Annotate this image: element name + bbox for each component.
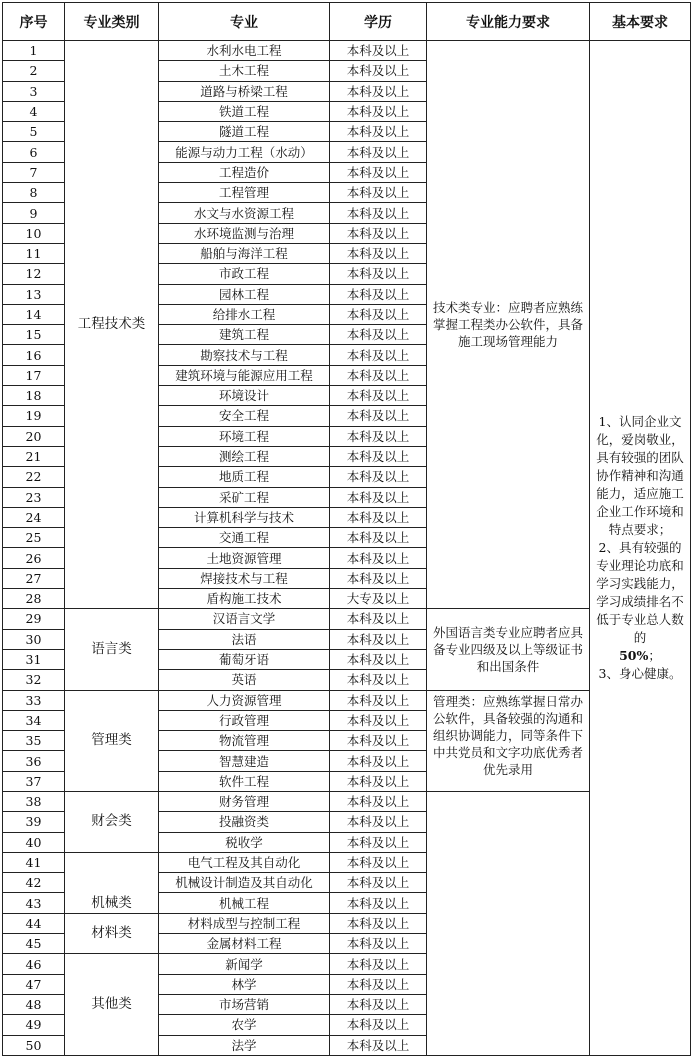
major-cell: 材料成型与控制工程 — [159, 913, 330, 933]
education-cell: 本科及以上 — [330, 304, 427, 324]
education-cell: 本科及以上 — [330, 426, 427, 446]
education-cell: 本科及以上 — [330, 731, 427, 751]
major-cell: 勘察技术与工程 — [159, 345, 330, 365]
education-cell: 本科及以上 — [330, 994, 427, 1014]
category-cell-mat: 材料类 — [65, 913, 159, 954]
major-cell: 土木工程 — [159, 61, 330, 81]
major-cell: 测绘工程 — [159, 446, 330, 466]
major-cell: 行政管理 — [159, 710, 330, 730]
education-cell: 本科及以上 — [330, 1015, 427, 1035]
basic-requirements-cell — [590, 41, 691, 1056]
ability-cell-mgmt: 管理类：应熟练掌握日常办公软件，具备较强的沟通和组织协调能力，同等条件下中共党员和文字功底优秀者优先录用 — [427, 690, 590, 791]
row-number: 19 — [3, 406, 65, 426]
education-cell: 本科及以上 — [330, 690, 427, 710]
major-cell: 水利水电工程 — [159, 41, 330, 61]
education-cell: 本科及以上 — [330, 142, 427, 162]
row-number: 2 — [3, 61, 65, 81]
table-row — [3, 609, 691, 629]
education-cell: 本科及以上 — [330, 873, 427, 893]
major-cell: 工程造价 — [159, 162, 330, 182]
education-cell: 本科及以上 — [330, 812, 427, 832]
row-number: 45 — [3, 934, 65, 954]
row-number: 48 — [3, 994, 65, 1014]
table-body — [3, 41, 691, 1056]
education-cell: 本科及以上 — [330, 284, 427, 304]
major-cell: 环境设计 — [159, 386, 330, 406]
education-cell: 本科及以上 — [330, 61, 427, 81]
row-number: 35 — [3, 731, 65, 751]
ability-cell-lang: 外国语言类专业应聘者应具备专业四级及以上等级证书和出国条件 — [427, 609, 590, 690]
major-cell: 盾构施工技术 — [159, 589, 330, 609]
header-ability: 专业能力要求 — [427, 3, 590, 41]
education-cell: 本科及以上 — [330, 548, 427, 568]
education-cell: 本科及以上 — [330, 264, 427, 284]
major-cell: 物流管理 — [159, 731, 330, 751]
row-number: 20 — [3, 426, 65, 446]
basic-req-2-percent: 50% — [619, 647, 649, 663]
education-cell: 本科及以上 — [330, 974, 427, 994]
education-cell: 本科及以上 — [330, 183, 427, 203]
education-cell: 本科及以上 — [330, 913, 427, 933]
education-cell: 本科及以上 — [330, 710, 427, 730]
row-number: 8 — [3, 183, 65, 203]
major-cell: 铁道工程 — [159, 101, 330, 121]
header-basic: 基本要求 — [590, 3, 691, 41]
row-number: 27 — [3, 568, 65, 588]
row-number: 34 — [3, 710, 65, 730]
recruitment-requirements-table — [2, 2, 691, 1056]
education-cell: 本科及以上 — [330, 365, 427, 385]
major-cell: 新闻学 — [159, 954, 330, 974]
row-number: 40 — [3, 832, 65, 852]
table-row — [3, 41, 691, 61]
major-cell: 电气工程及其自动化 — [159, 852, 330, 872]
row-number: 42 — [3, 873, 65, 893]
row-number: 46 — [3, 954, 65, 974]
row-number: 10 — [3, 223, 65, 243]
major-cell: 英语 — [159, 670, 330, 690]
education-cell: 本科及以上 — [330, 41, 427, 61]
education-cell: 本科及以上 — [330, 345, 427, 365]
category-cell-mech: 机械类 — [65, 852, 159, 913]
row-number: 25 — [3, 528, 65, 548]
row-number: 26 — [3, 548, 65, 568]
major-cell: 焊接技术与工程 — [159, 568, 330, 588]
education-cell: 本科及以上 — [330, 467, 427, 487]
row-number: 16 — [3, 345, 65, 365]
education-cell: 本科及以上 — [330, 893, 427, 913]
education-cell: 本科及以上 — [330, 568, 427, 588]
category-cell-mgmt: 管理类 — [65, 690, 159, 791]
education-cell: 本科及以上 — [330, 101, 427, 121]
education-cell: 本科及以上 — [330, 406, 427, 426]
education-cell: 本科及以上 — [330, 487, 427, 507]
major-cell: 金属材料工程 — [159, 934, 330, 954]
major-cell: 给排水工程 — [159, 304, 330, 324]
major-cell: 汉语言文学 — [159, 609, 330, 629]
education-cell: 本科及以上 — [330, 507, 427, 527]
major-cell: 农学 — [159, 1015, 330, 1035]
row-number: 7 — [3, 162, 65, 182]
major-cell: 法学 — [159, 1035, 330, 1055]
table-row — [3, 690, 691, 710]
row-number: 24 — [3, 507, 65, 527]
row-number: 31 — [3, 649, 65, 669]
major-cell: 隧道工程 — [159, 122, 330, 142]
education-cell: 本科及以上 — [330, 386, 427, 406]
education-cell: 本科及以上 — [330, 670, 427, 690]
row-number: 32 — [3, 670, 65, 690]
row-number: 3 — [3, 81, 65, 101]
row-number: 47 — [3, 974, 65, 994]
ability-cell-empty — [427, 791, 590, 1055]
basic-req-1: 1、认同企业文化，爱岗敬业，具有较强的团队协作精神和沟通能力，适应施工企业工作环境和特点要求； — [596, 413, 684, 537]
category-cell-lang: 语言类 — [65, 609, 159, 690]
basic-req-3: 3、身心健康。 — [598, 665, 682, 681]
major-cell: 采矿工程 — [159, 487, 330, 507]
row-number: 30 — [3, 629, 65, 649]
major-cell: 市场营销 — [159, 994, 330, 1014]
education-cell: 本科及以上 — [330, 446, 427, 466]
category-cell-other: 其他类 — [65, 954, 159, 1055]
major-cell: 软件工程 — [159, 771, 330, 791]
education-cell: 本科及以上 — [330, 243, 427, 263]
row-number: 23 — [3, 487, 65, 507]
major-cell: 道路与桥梁工程 — [159, 81, 330, 101]
education-cell: 本科及以上 — [330, 203, 427, 223]
row-number: 49 — [3, 1015, 65, 1035]
row-number: 17 — [3, 365, 65, 385]
major-cell: 计算机科学与技术 — [159, 507, 330, 527]
row-number: 44 — [3, 913, 65, 933]
header-category: 专业类别 — [65, 3, 159, 41]
major-cell: 地质工程 — [159, 467, 330, 487]
row-number: 36 — [3, 751, 65, 771]
education-cell: 本科及以上 — [330, 122, 427, 142]
education-cell: 大专及以上 — [330, 589, 427, 609]
row-number: 11 — [3, 243, 65, 263]
education-cell: 本科及以上 — [330, 629, 427, 649]
row-number: 37 — [3, 771, 65, 791]
education-cell: 本科及以上 — [330, 528, 427, 548]
row-number: 38 — [3, 791, 65, 811]
education-cell: 本科及以上 — [330, 852, 427, 872]
row-number: 29 — [3, 609, 65, 629]
header-row — [3, 3, 691, 41]
education-cell: 本科及以上 — [330, 771, 427, 791]
row-number: 50 — [3, 1035, 65, 1055]
education-cell: 本科及以上 — [330, 609, 427, 629]
major-cell: 智慧建造 — [159, 751, 330, 771]
row-number: 5 — [3, 122, 65, 142]
major-cell: 机械设计制造及其自动化 — [159, 873, 330, 893]
education-cell: 本科及以上 — [330, 649, 427, 669]
row-number: 6 — [3, 142, 65, 162]
header-no: 序号 — [3, 3, 65, 41]
ability-cell-eng: 技术类专业：应聘者应熟练掌握工程类办公软件，具备施工现场管理能力 — [427, 41, 590, 609]
major-cell: 市政工程 — [159, 264, 330, 284]
row-number: 33 — [3, 690, 65, 710]
major-cell: 财务管理 — [159, 791, 330, 811]
major-cell: 交通工程 — [159, 528, 330, 548]
education-cell: 本科及以上 — [330, 1035, 427, 1055]
header-major: 专业 — [159, 3, 330, 41]
row-number: 28 — [3, 589, 65, 609]
basic-req-2-end: ； — [648, 647, 661, 663]
education-cell: 本科及以上 — [330, 162, 427, 182]
row-number: 12 — [3, 264, 65, 284]
major-cell: 土地资源管理 — [159, 548, 330, 568]
major-cell: 法语 — [159, 629, 330, 649]
education-cell: 本科及以上 — [330, 791, 427, 811]
major-cell: 水环境监测与治理 — [159, 223, 330, 243]
education-cell: 本科及以上 — [330, 954, 427, 974]
category-cell-fin: 财会类 — [65, 791, 159, 852]
major-cell: 环境工程 — [159, 426, 330, 446]
major-cell: 园林工程 — [159, 284, 330, 304]
education-cell: 本科及以上 — [330, 325, 427, 345]
major-cell: 能源与动力工程（水动） — [159, 142, 330, 162]
row-number: 21 — [3, 446, 65, 466]
table-row — [3, 791, 691, 811]
row-number: 1 — [3, 41, 65, 61]
major-cell: 税收学 — [159, 832, 330, 852]
major-cell: 投融资类 — [159, 812, 330, 832]
education-cell: 本科及以上 — [330, 81, 427, 101]
education-cell: 本科及以上 — [330, 832, 427, 852]
major-cell: 船舶与海洋工程 — [159, 243, 330, 263]
header-education: 学历 — [330, 3, 427, 41]
education-cell: 本科及以上 — [330, 751, 427, 771]
major-cell: 水文与水资源工程 — [159, 203, 330, 223]
row-number: 13 — [3, 284, 65, 304]
major-cell: 林学 — [159, 974, 330, 994]
major-cell: 葡萄牙语 — [159, 649, 330, 669]
row-number: 4 — [3, 101, 65, 121]
row-number: 39 — [3, 812, 65, 832]
row-number: 14 — [3, 304, 65, 324]
row-number: 15 — [3, 325, 65, 345]
category-cell-eng: 工程技术类 — [65, 41, 159, 609]
education-cell: 本科及以上 — [330, 223, 427, 243]
row-number: 18 — [3, 386, 65, 406]
major-cell: 机械工程 — [159, 893, 330, 913]
major-cell: 建筑工程 — [159, 325, 330, 345]
education-cell: 本科及以上 — [330, 934, 427, 954]
major-cell: 安全工程 — [159, 406, 330, 426]
major-cell: 人力资源管理 — [159, 690, 330, 710]
major-cell: 建筑环境与能源应用工程 — [159, 365, 330, 385]
row-number: 22 — [3, 467, 65, 487]
row-number: 9 — [3, 203, 65, 223]
basic-req-2: 2、具有较强的专业理论功底和学习实践能力，学习成绩排名不低于专业总人数的 — [596, 539, 684, 645]
major-cell: 工程管理 — [159, 183, 330, 203]
row-number: 41 — [3, 852, 65, 872]
row-number: 43 — [3, 893, 65, 913]
